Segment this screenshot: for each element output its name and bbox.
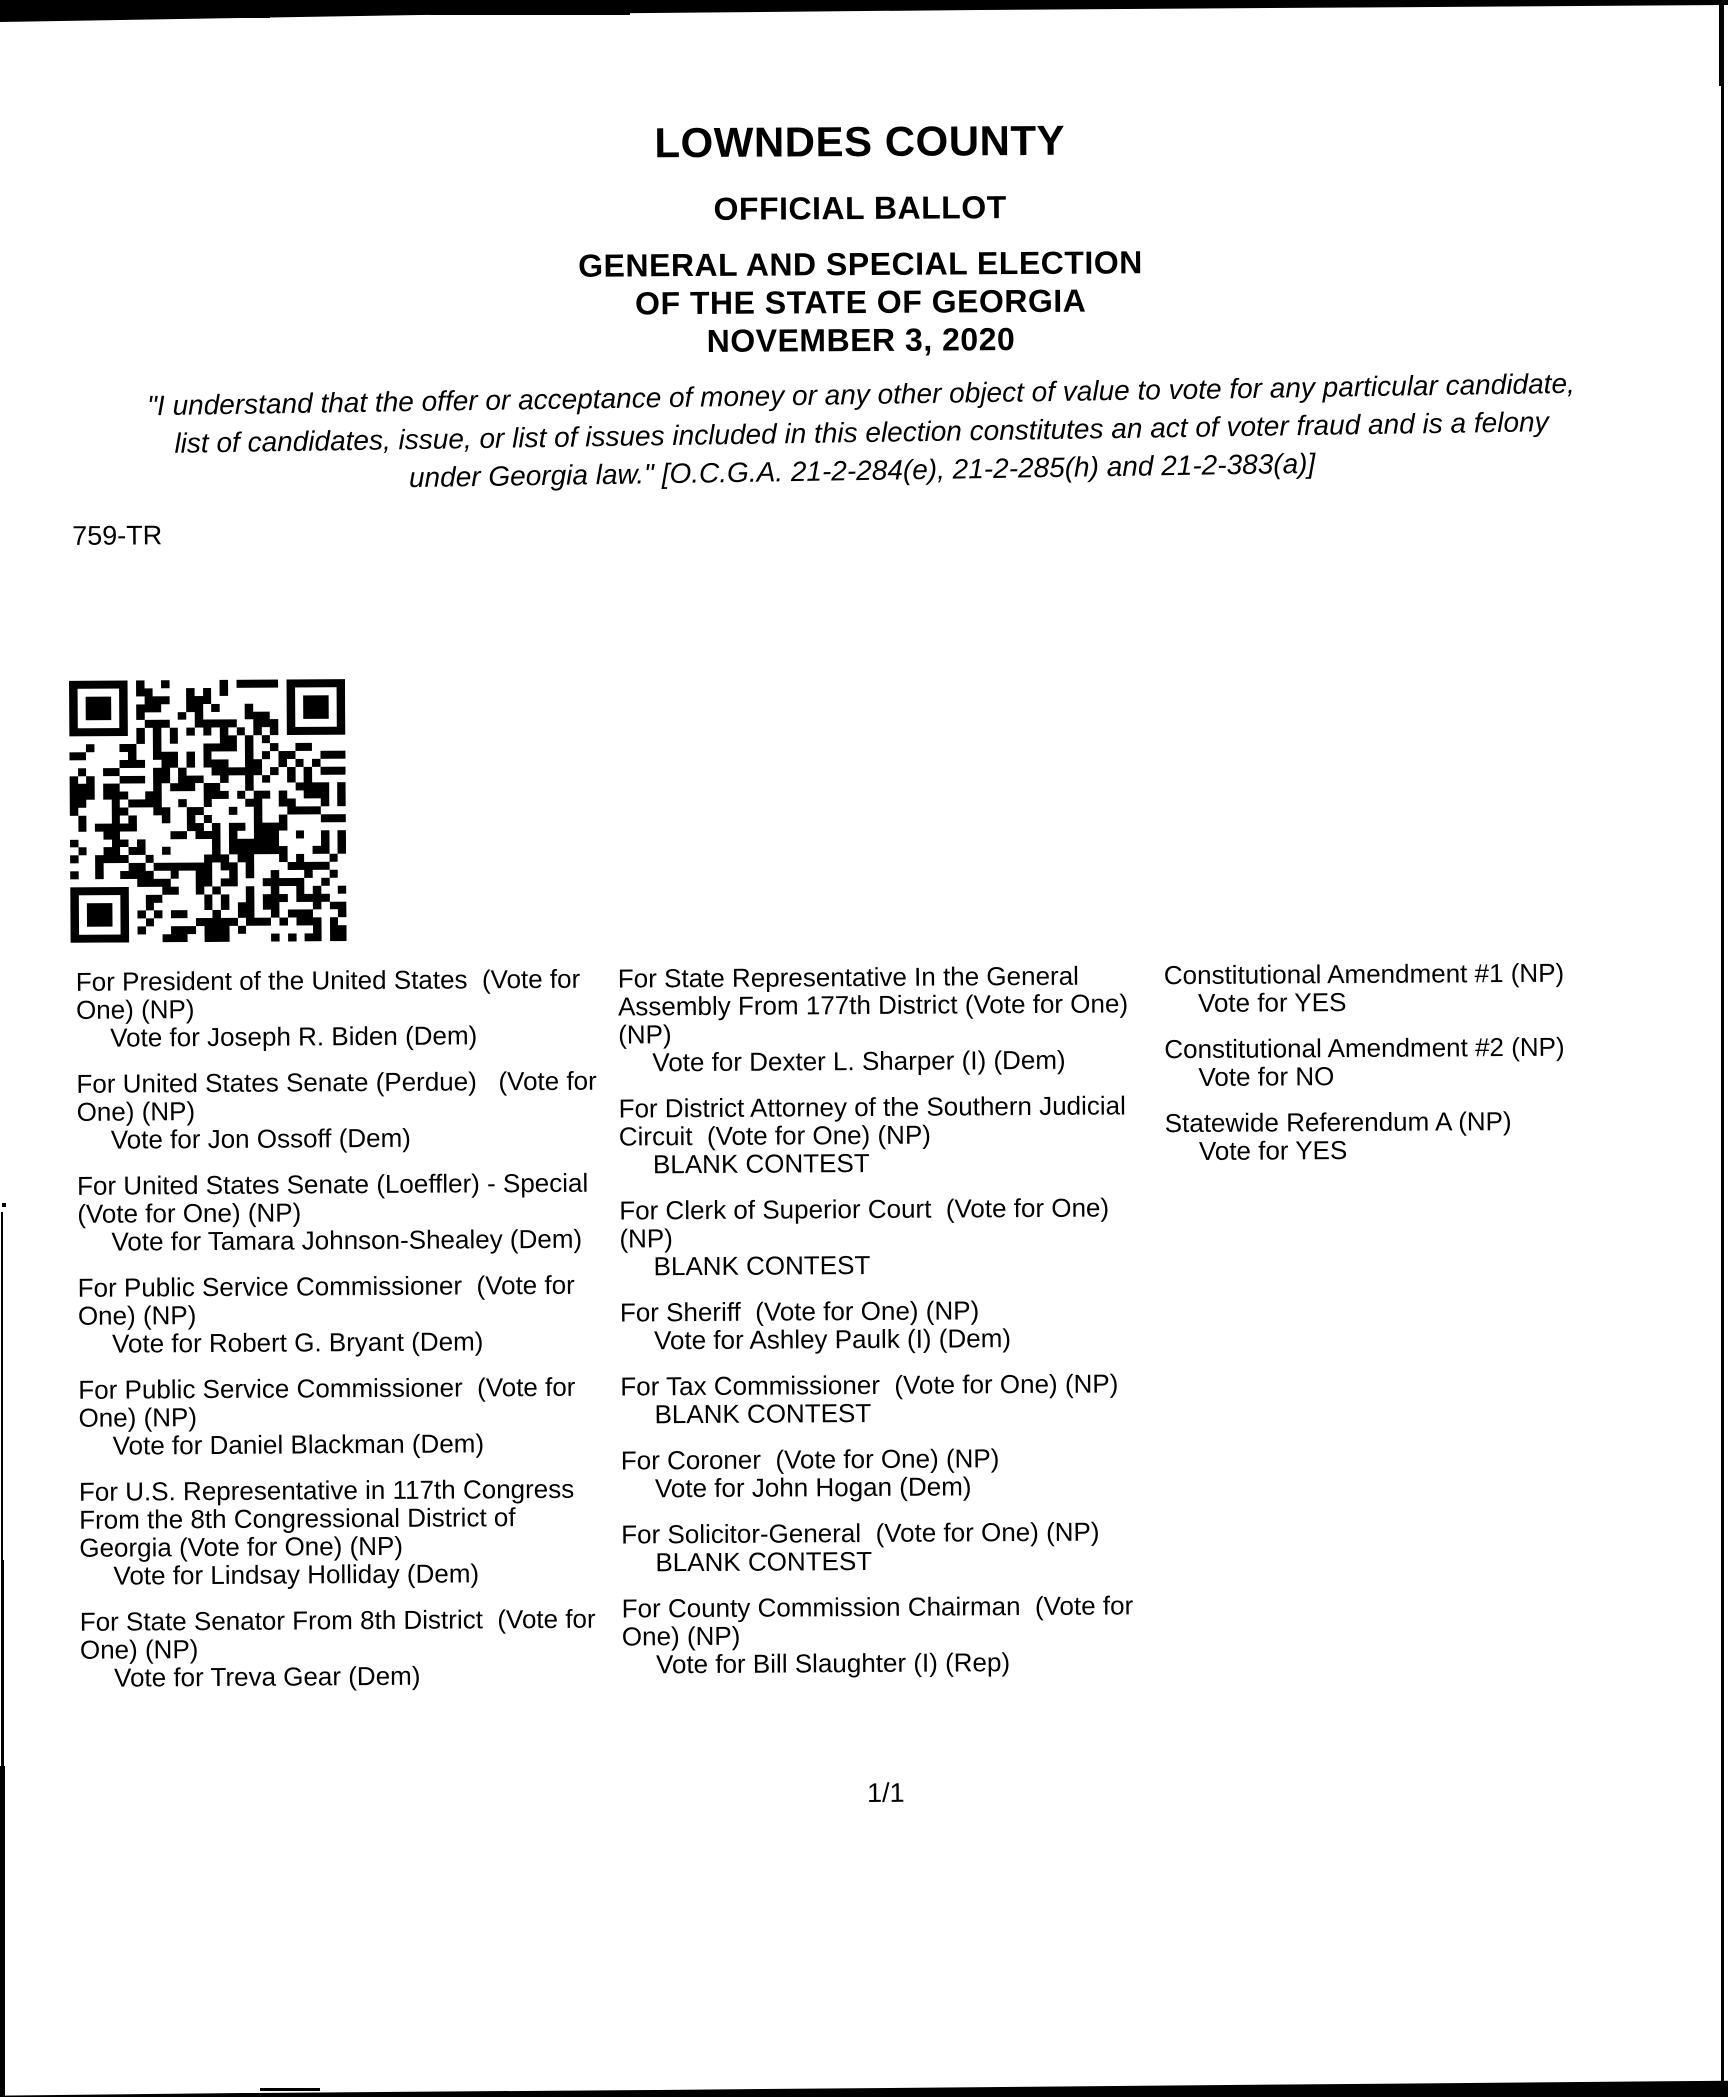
contest: [1164, 958, 1694, 1017]
contest: [1165, 1106, 1695, 1165]
contest: [76, 965, 605, 1052]
contest: [621, 1517, 1156, 1576]
contest: [78, 1271, 607, 1358]
page-number: 1/1: [866, 1777, 905, 1808]
contest-selection: Vote for NO: [1198, 1061, 1335, 1092]
contest: [619, 1193, 1155, 1280]
contest-selection: Vote for YES: [1197, 987, 1347, 1018]
contest-title: Constitutional Amendment #1 (NP): [1163, 957, 1565, 991]
contest-title: For State Senator From 8th District (Vote for One) (NP): [79, 1603, 603, 1665]
ballot-column-1: [76, 965, 609, 1710]
contest-title: For County Commission Chairman (Vote for One) (NP): [621, 1590, 1141, 1652]
contest: [77, 1169, 606, 1256]
contest: [620, 1295, 1155, 1354]
disclaimer-line: list of candidates, issue, or list of issues included in this election constitutes an act of voter fraud and is a felony: [174, 406, 1549, 459]
contest-selection: Vote for Daniel Blackman (Dem): [112, 1428, 485, 1461]
contest: [79, 1475, 608, 1590]
contest-selection: BLANK CONTEST: [653, 1249, 871, 1282]
contest-selection: Vote for Ashley Paulk (I) (Dem): [653, 1323, 1012, 1356]
contest-selection: Vote for Jon Ossoff (Dem): [110, 1122, 412, 1155]
contest-selection: BLANK CONTEST: [654, 1397, 872, 1430]
contest-title: For United States Senate (Perdue) (Vote for One) (NP): [76, 1065, 605, 1127]
disclaimer-line: "I understand that the offer or acceptance of money or any other object of value to vote for any particular candidate,: [146, 367, 1576, 422]
contest-title: Statewide Referendum A (NP): [1164, 1106, 1512, 1139]
contest: [78, 1373, 607, 1460]
contest: [618, 961, 1154, 1076]
contest: [76, 1067, 605, 1154]
contest-selection: Vote for YES: [1198, 1135, 1348, 1166]
contest-selection: BLANK CONTEST: [652, 1147, 870, 1180]
contest-selection: Vote for John Hogan (Dem): [654, 1471, 972, 1504]
contest-title: For Tax Commissioner (Vote for One) (NP): [620, 1368, 1119, 1402]
contest-selection: Vote for Bill Slaughter (I) (Rep): [655, 1647, 1011, 1680]
contest: [622, 1591, 1158, 1678]
election-title-line2: OF THE STATE OF GEORGIA: [635, 282, 1087, 322]
contest-title: For Public Service Commissioner (Vote for One) (NP): [77, 1269, 583, 1331]
contest: [620, 1369, 1155, 1428]
contest-title: For State Representative In the General Assembly From 177th District (Vote for One) (NP): [617, 960, 1136, 1050]
contest-title: For Public Service Commissioner (Vote for One) (NP): [78, 1371, 583, 1433]
contest-selection: BLANK CONTEST: [655, 1545, 873, 1578]
contest: [1164, 1032, 1694, 1091]
contest-selection: Vote for Tamara Johnson-Shealey (Dem): [111, 1223, 583, 1257]
contest-title: For Coroner (Vote for One) (NP): [620, 1443, 1000, 1476]
scan-artifact-left-line: [1, 1560, 4, 1770]
contest-title: For Sheriff (Vote for One) (NP): [619, 1295, 980, 1328]
contest-selection: Vote for Treva Gear (Dem): [114, 1660, 421, 1693]
contest: [619, 1091, 1155, 1178]
election-date: NOVEMBER 3, 2020: [706, 321, 1016, 359]
contest-title: For President of the United States (Vote for One) (NP): [75, 963, 588, 1025]
contest-selection: Vote for Lindsay Holliday (Dem): [113, 1558, 480, 1591]
contest-title: For Solicitor-General (Vote for One) (NP): [621, 1516, 1100, 1550]
ballot-column-3: [1164, 958, 1695, 1183]
county-title: LOWNDES COUNTY: [654, 116, 1066, 167]
contest-selection: Vote for Dexter L. Sharper (I) (Dem): [652, 1044, 1066, 1078]
contest-title: For U.S. Representative in 117th Congress From the 8th Congressional District of Georgia (Vote for One) (NP): [78, 1473, 582, 1563]
contest-title: Constitutional Amendment #2 (NP): [1164, 1031, 1565, 1065]
contest-title: For District Attorney of the Southern Judicial Circuit (Vote for One) (NP): [618, 1090, 1134, 1152]
contest-title: For Clerk of Superior Court (Vote for One) (NP): [619, 1192, 1117, 1254]
contest: [621, 1443, 1156, 1502]
contest-selection: Vote for Joseph R. Biden (Dem): [110, 1020, 478, 1053]
voter-fraud-disclaimer: [61, 363, 1663, 502]
election-title-line1: GENERAL AND SPECIAL ELECTION: [578, 244, 1143, 284]
scan-artifact-left-line: [0, 1766, 5, 2097]
ballot-type-title: OFFICIAL BALLOT: [713, 189, 1007, 227]
disclaimer-line: under Georgia law." [O.C.G.A. 21-2-284(e), 21-2-285(h) and 21-2-383(a)]: [408, 447, 1316, 494]
contest: [80, 1605, 609, 1692]
ballot-style-code: 759-TR: [72, 520, 163, 551]
ballot-column-2: [618, 961, 1157, 1696]
contest-selection: Vote for Robert G. Bryant (Dem): [111, 1326, 484, 1359]
qr-code-icon: [69, 679, 347, 943]
contest-title: For United States Senate (Loeffler) - Special (Vote for One) (NP): [77, 1167, 603, 1229]
